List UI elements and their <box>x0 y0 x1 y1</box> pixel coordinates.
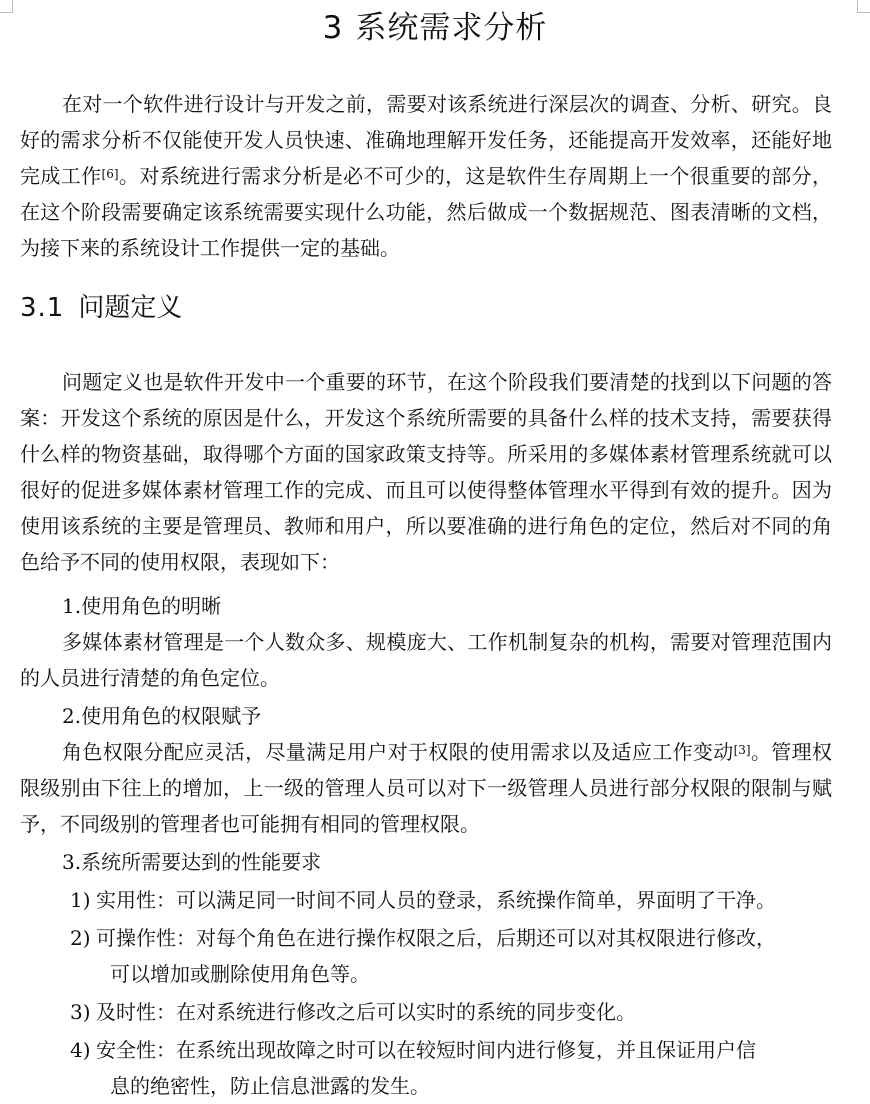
intro-paragraph-text: 在对一个软件进行设计与开发之前，需要对该系统进行深层次的调查、分析、研究。良好的需求分析不仅能使开发人员快速、准确地理解开发任务，还能提高开发效率，还能好地完成工作 <box>20 92 832 188</box>
chapter-title-text: 系统需求分析 <box>355 10 548 46</box>
requirement-text-continued: 可以增加或删除使用角色等。 <box>110 962 370 986</box>
citation-ref: [3] <box>733 743 751 757</box>
intro-paragraph-tail: 。对系统进行需求分析是必不可少的，这是软件生存周期上一个很重要的部分，在这个阶段需要确定该系统需要实现什么功能，然后做成一个数据规范、图表清晰的文档，为接下来的系统设计工作提供一定的基础。 <box>20 164 833 260</box>
requirement-item <box>70 882 832 918</box>
requirement-text: 实用性：可以满足同一时间不同人员的登录，系统操作简单，界面明了干净。 <box>96 888 776 912</box>
requirement-text-continued: 息的绝密性，防止信息泄露的发生。 <box>110 1074 430 1098</box>
requirement-item <box>70 994 832 1030</box>
item-body-roles: 多媒体素材管理是一个人数众多、规模庞大、工作机制复杂的机构，需要对管理范围内的人员进行清楚的角色定位。 <box>20 630 832 690</box>
chapter-number: 3 <box>322 10 344 46</box>
section-paragraph: 问题定义也是软件开发中一个重要的环节，在这个阶段我们要清楚的找到以下问题的答案：开发这个系统的原因是什么，开发这个系统所需要的具备什么样的技术支持，需要获得什么样的物资基础，取得哪个方面的国家政策支持等。所采用的多媒体素材管理系统就可以很好的促进多媒体素材管理工作的完成、而且可以使得整体管理水平得到有效的提升。因为使用该系统的主要是管理员、教师和用户，所以要准确的进行角色的定位，然后对不同的角色给予不同的使用权限，表现如下： <box>20 370 832 574</box>
section-title <box>20 288 182 328</box>
requirement-item <box>70 920 832 992</box>
list-marker: 3) <box>70 1000 91 1024</box>
requirement-text: 及时性：在对系统进行修改之后可以实时的系统的同步变化。 <box>96 1000 636 1024</box>
section-number: 3.1 <box>20 293 65 323</box>
list-marker: 4) <box>70 1038 91 1062</box>
item-body-permissions <box>20 734 832 842</box>
citation-ref: [6] <box>101 167 119 181</box>
item-heading-performance: 3.系统所需要达到的性能要求 <box>62 850 322 874</box>
list-marker: 2) <box>70 926 91 950</box>
requirement-text: 安全性：在系统出现故障之时可以在较短时间内进行修复，并且保证用户信 <box>96 1038 756 1062</box>
intro-paragraph <box>20 86 832 266</box>
requirement-item <box>70 1032 832 1104</box>
section-title-text: 问题定义 <box>78 293 183 323</box>
item-body-permissions-text: 角色权限分配应灵活，尽量满足用户对于权限的使用需求以及适应工作变动 <box>62 740 734 764</box>
chapter-title <box>0 8 870 48</box>
list-marker: 1) <box>70 888 91 912</box>
item-heading-roles: 1.使用角色的明晰 <box>62 594 222 618</box>
item-body-permissions-tail: 。管理权限级别由下往上的增加，上一级的管理人员可以对下一级管理人员进行部分权限的限制与赋予，不同级别的管理者也可能拥有相同的管理权限。 <box>20 740 833 836</box>
item-heading-permissions: 2.使用角色的权限赋予 <box>62 704 262 728</box>
requirement-text: 可操作性：对每个角色在进行操作权限之后，后期还可以对其权限进行修改， <box>96 926 776 950</box>
